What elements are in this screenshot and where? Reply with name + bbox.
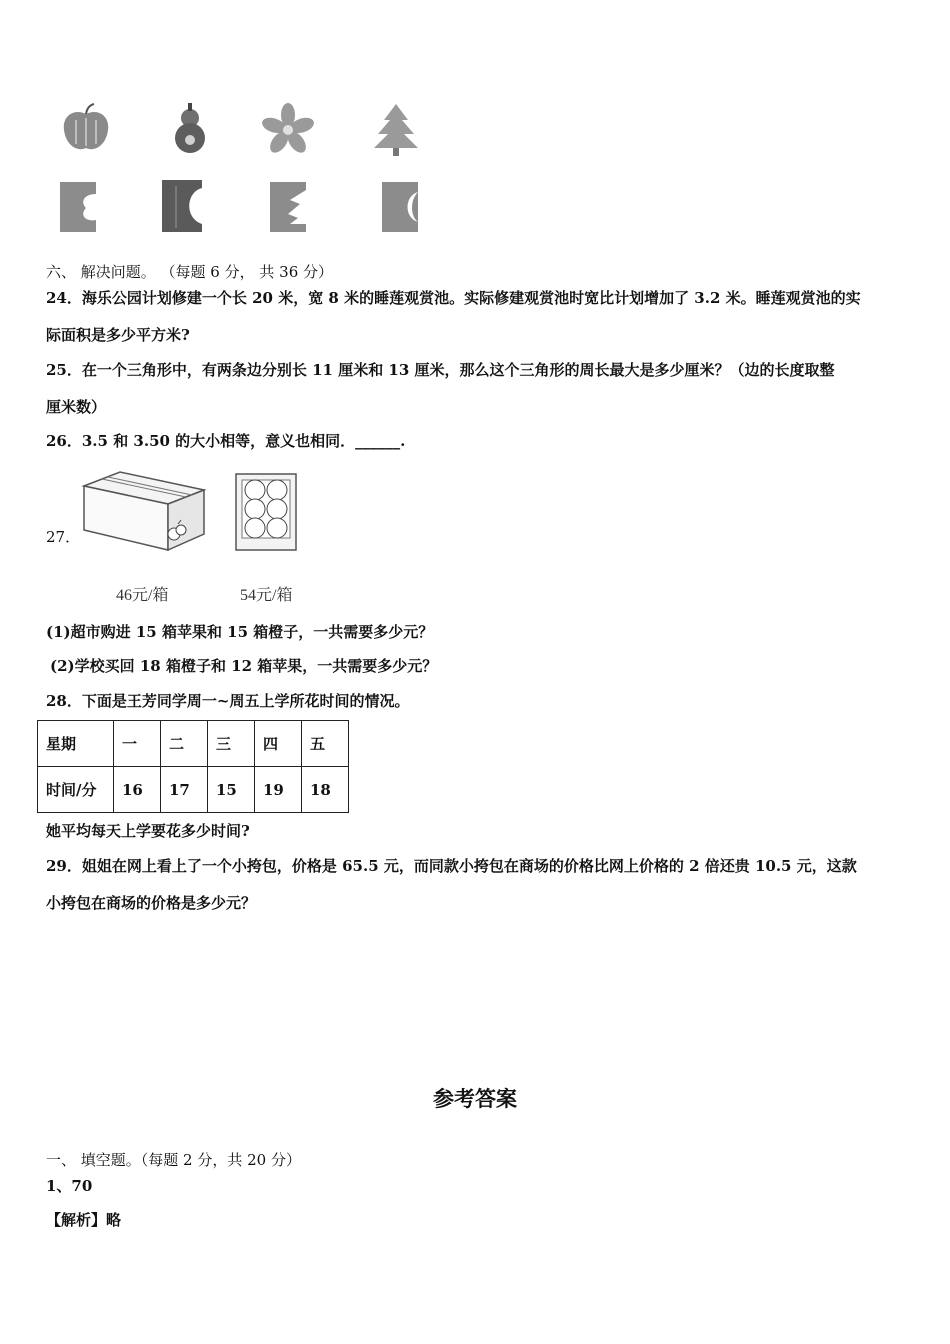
table-cell: 二 — [161, 721, 208, 767]
answers-section-1-header: 一、 填空题。（每题 2 分，共 20 分） — [46, 1151, 301, 1169]
table-cell: 15 — [208, 767, 255, 813]
flower-silhouette-icon — [258, 100, 318, 160]
table-cell: 18 — [302, 767, 349, 813]
tree-silhouette-icon — [366, 100, 426, 160]
q25-line2: 厘米数） — [46, 398, 107, 416]
orange-box-image — [232, 468, 300, 554]
table-cell: 时间/分 — [38, 767, 114, 813]
section-6-header: 六、 解决问题。 （每题 6 分， 共 36 分） — [46, 263, 334, 281]
orange-box-price: 54元/箱 — [240, 587, 293, 604]
q25-line1: 25．在一个三角形中，有两条边分别长 11 厘米和 13 厘米，那么这个三角形的周长最大是多少厘米？（边的长度取整 — [46, 361, 835, 379]
cutout-3-icon — [268, 180, 308, 234]
cutout-4-icon — [380, 180, 420, 234]
answer-1-explanation: 【解析】略 — [46, 1211, 122, 1229]
cutout-2-icon — [160, 178, 206, 234]
answers-title: 参考答案 — [433, 1086, 517, 1111]
cutout-1-icon — [58, 180, 98, 234]
gourd-silhouette-icon — [160, 100, 220, 160]
q27-part1: (1)超市购进 15 箱苹果和 15 箱橙子，一共需要多少元？ — [46, 623, 434, 641]
q28-table — [37, 720, 349, 813]
apple-box-image — [80, 468, 210, 558]
q24-line1: 24．海乐公园计划修建一个长 20 米，宽 8 米的睡莲观赏池。实际修建观赏池时宽比计划增加了 3.2 米。睡莲观赏池的实 — [46, 289, 861, 307]
q27-number: 27． — [46, 528, 81, 546]
q29-line1: 29．姐姐在网上看上了一个小挎包，价格是 65.5 元，而同款小挎包在商场的价格比网上价格的 2 倍还贵 10.5 元，这款 — [46, 857, 857, 875]
table-cell: 16 — [114, 767, 161, 813]
apple-box-price: 46元/箱 — [116, 587, 169, 604]
table-cell: 17 — [161, 767, 208, 813]
table-cell: 19 — [255, 767, 302, 813]
table-row — [38, 721, 349, 767]
table-cell: 五 — [302, 721, 349, 767]
q28-question: 她平均每天上学要花多少时间? — [46, 822, 250, 840]
q27-part2: (2)学校买回 18 箱橙子和 12 箱苹果，一共需要多少元？ — [50, 657, 438, 675]
q29-line2: 小挎包在商场的价格是多少元？ — [46, 894, 257, 912]
q26-text: 26．3.5 和 3.50 的大小相等，意义也相同．______. — [46, 432, 406, 450]
apple-silhouette-icon — [56, 100, 116, 160]
q28-intro: 28．下面是王芳同学周一~周五上学所花时间的情况。 — [46, 692, 410, 710]
table-row — [38, 767, 349, 813]
table-cell: 星期 — [38, 721, 114, 767]
table-cell: 一 — [114, 721, 161, 767]
answer-1: 1、70 — [46, 1177, 93, 1195]
q24-line2: 际面积是多少平方米? — [46, 326, 190, 344]
table-cell: 四 — [255, 721, 302, 767]
table-cell: 三 — [208, 721, 255, 767]
